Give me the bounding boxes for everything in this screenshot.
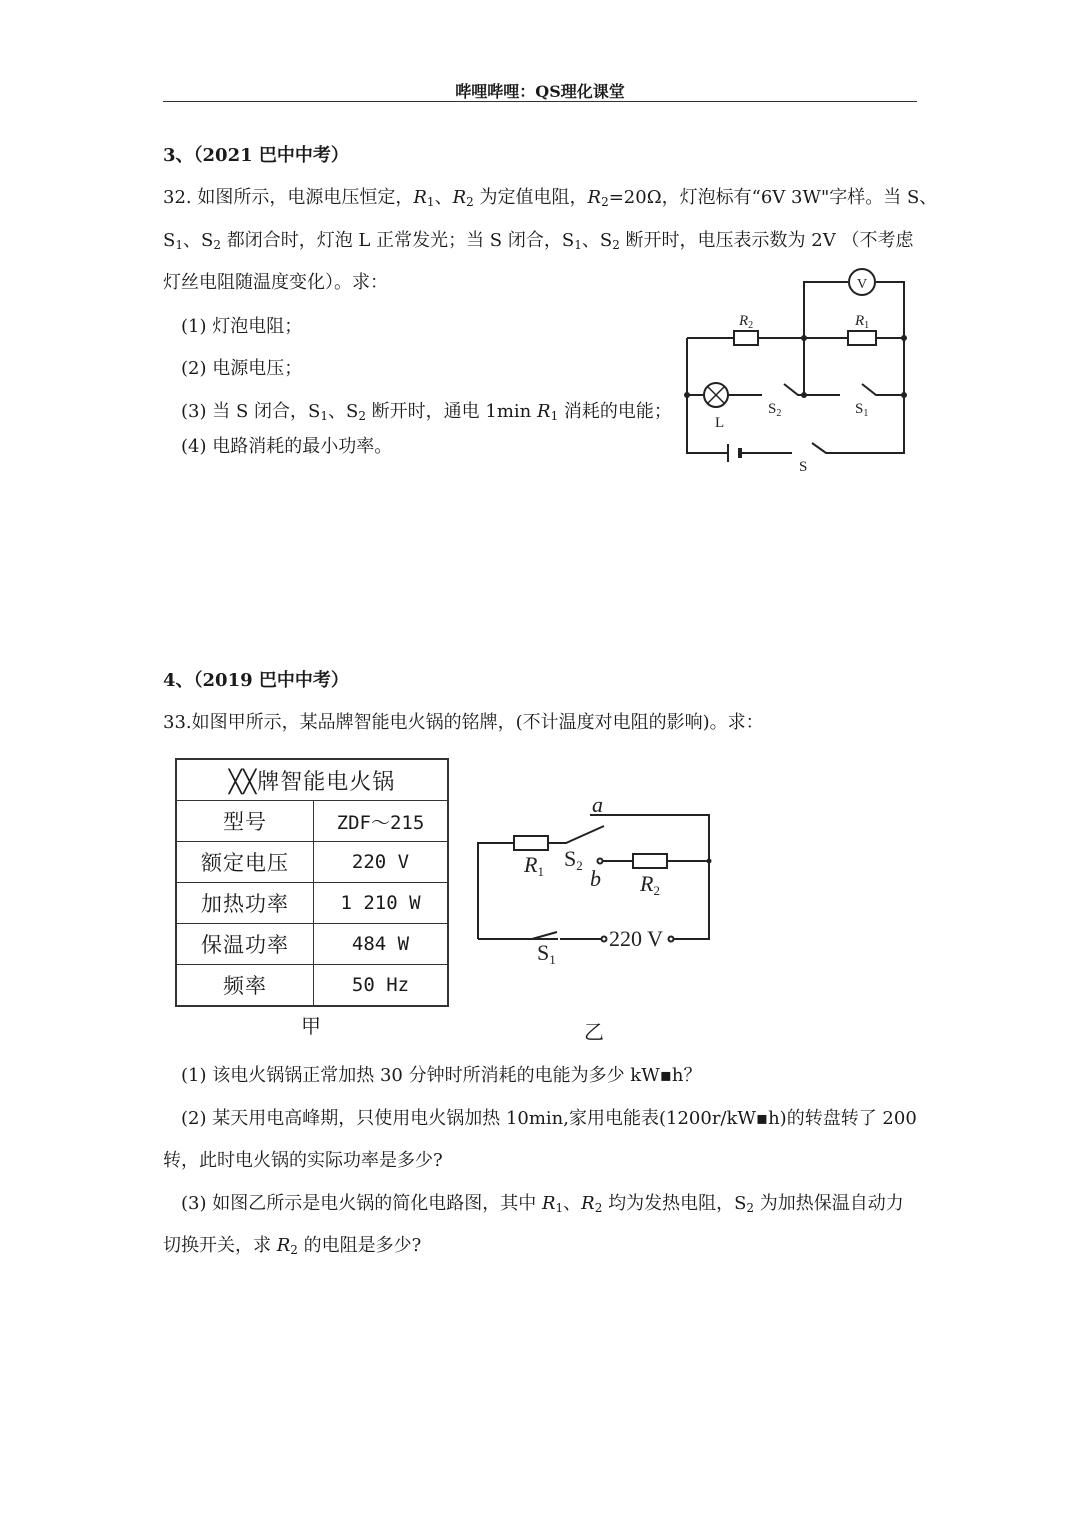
table-row (176, 965, 448, 1007)
q4-resistor-r1 (514, 836, 548, 850)
q3-label-v: V (856, 277, 868, 292)
q3-resistor-r2 (734, 331, 758, 345)
nameplate-value: 484 W (314, 924, 449, 965)
q4-label-s1: S1 (537, 940, 556, 967)
q3-label-s: S (799, 459, 808, 475)
table-row (176, 842, 448, 883)
q3-label-r2: $R_2$ (739, 313, 754, 331)
q3-line1: 32. 如图所示，电源电压恒定，$R_1$、$R_2$ 为定值电阻，$R_2=20\Omega$，灯泡标有“6V 3W"字样。当 S、 (163, 187, 938, 209)
q4-sub3-line1: (3) 如图乙所示是电火锅的简化电路图，其中 $R_1$、$R_2$ 均为发热电阻，$S_2$ 为加热保温自动力 (181, 1193, 904, 1215)
q3-line2: $S_1$、$S_2$ 都闭合时，灯泡 L 正常发光；当 S 闭合，$S_1$、$S_2$ 断开时，电压表示数为 2V （不考虑 (163, 230, 914, 252)
q3-sub2: (2) 电源电压； (181, 358, 303, 379)
q4-heading: 4、（2019 巴中中考） (163, 670, 349, 691)
nameplate-value: 1 210 W (314, 883, 449, 924)
figure-caption-jia: 甲 (301, 1014, 321, 1038)
q4-label-r1: R1 (524, 852, 544, 879)
nameplate-value: ZDF～215 (314, 801, 449, 842)
q3-label-s1: $S_1$ (855, 401, 869, 419)
q3-resistor-r1 (848, 331, 876, 345)
q4-label-a: a (592, 792, 603, 817)
table-row (176, 801, 448, 842)
q3-label-l: L (715, 415, 725, 431)
q4-terminal-right (669, 937, 674, 942)
nameplate-key: 频率 (176, 965, 314, 1007)
q4-sub2-line2: 转，此时电火锅的实际功率是多少? (163, 1150, 443, 1171)
table-row (176, 883, 448, 924)
q4-sub1: (1) 该电火锅锅正常加热 30 分钟时所消耗的电能为多少 kW▪h？ (181, 1065, 702, 1086)
nameplate-value: 220 V (314, 842, 449, 883)
q3-label-s2: $S_2$ (768, 401, 782, 419)
q4-label-r2: R2 (640, 871, 660, 898)
nameplate-title: ╳╳牌智能电火锅 (176, 759, 448, 801)
table-row (176, 924, 448, 965)
q4-sub2-line1: (2) 某天用电高峰期，只使用电火锅加热 10min,家用电能表(1200r/kW▪h)的转盘转了 200 (181, 1108, 917, 1129)
q4-terminal-left (602, 937, 607, 942)
q4-label-s2: S2 (564, 846, 583, 873)
q4-resistor-r2 (633, 854, 667, 868)
nameplate-key: 额定电压 (176, 842, 314, 883)
nameplate-key: 保温功率 (176, 924, 314, 965)
q3-sub4: (4) 电路消耗的最小功率。 (181, 436, 393, 457)
q3-heading: 3、（2021 巴中中考） (163, 145, 349, 166)
q3-line3: 灯丝电阻随温度变化）。求： (163, 272, 388, 293)
figure-caption-yi: 乙 (584, 1020, 604, 1044)
page-header: 哔哩哔哩：QS理化课堂 (455, 82, 625, 101)
q4-circuit-diagram (465, 790, 725, 970)
q3-sub1: (1) 灯泡电阻； (181, 316, 303, 337)
nameplate-title-row (176, 759, 448, 801)
q3-label-r1: $R_1$ (855, 313, 870, 331)
q4-intro: 33.如图甲所示，某品牌智能电火锅的铭牌，(不计温度对电阻的影响)。求： (163, 712, 764, 733)
nameplate-table (175, 758, 449, 1007)
q3-circuit-diagram (670, 262, 920, 477)
q4-label-source: 220 V (609, 926, 663, 951)
header-rule (163, 101, 917, 102)
q4-label-b: b (590, 866, 601, 891)
nameplate-value: 50 Hz (314, 965, 449, 1007)
nameplate-key: 加热功率 (176, 883, 314, 924)
nameplate-key: 型号 (176, 801, 314, 842)
q4-contact-b (598, 859, 603, 864)
q3-sub3: (3) 当 S 闭合，$S_1$、$S_2$ 断开时，通电 1min $R_1$ 消耗的电能； (181, 401, 672, 423)
q4-junction-dot (707, 859, 712, 864)
q4-sub3-line2: 切换开关，求 $R_2$ 的电阻是多少? (163, 1235, 422, 1257)
